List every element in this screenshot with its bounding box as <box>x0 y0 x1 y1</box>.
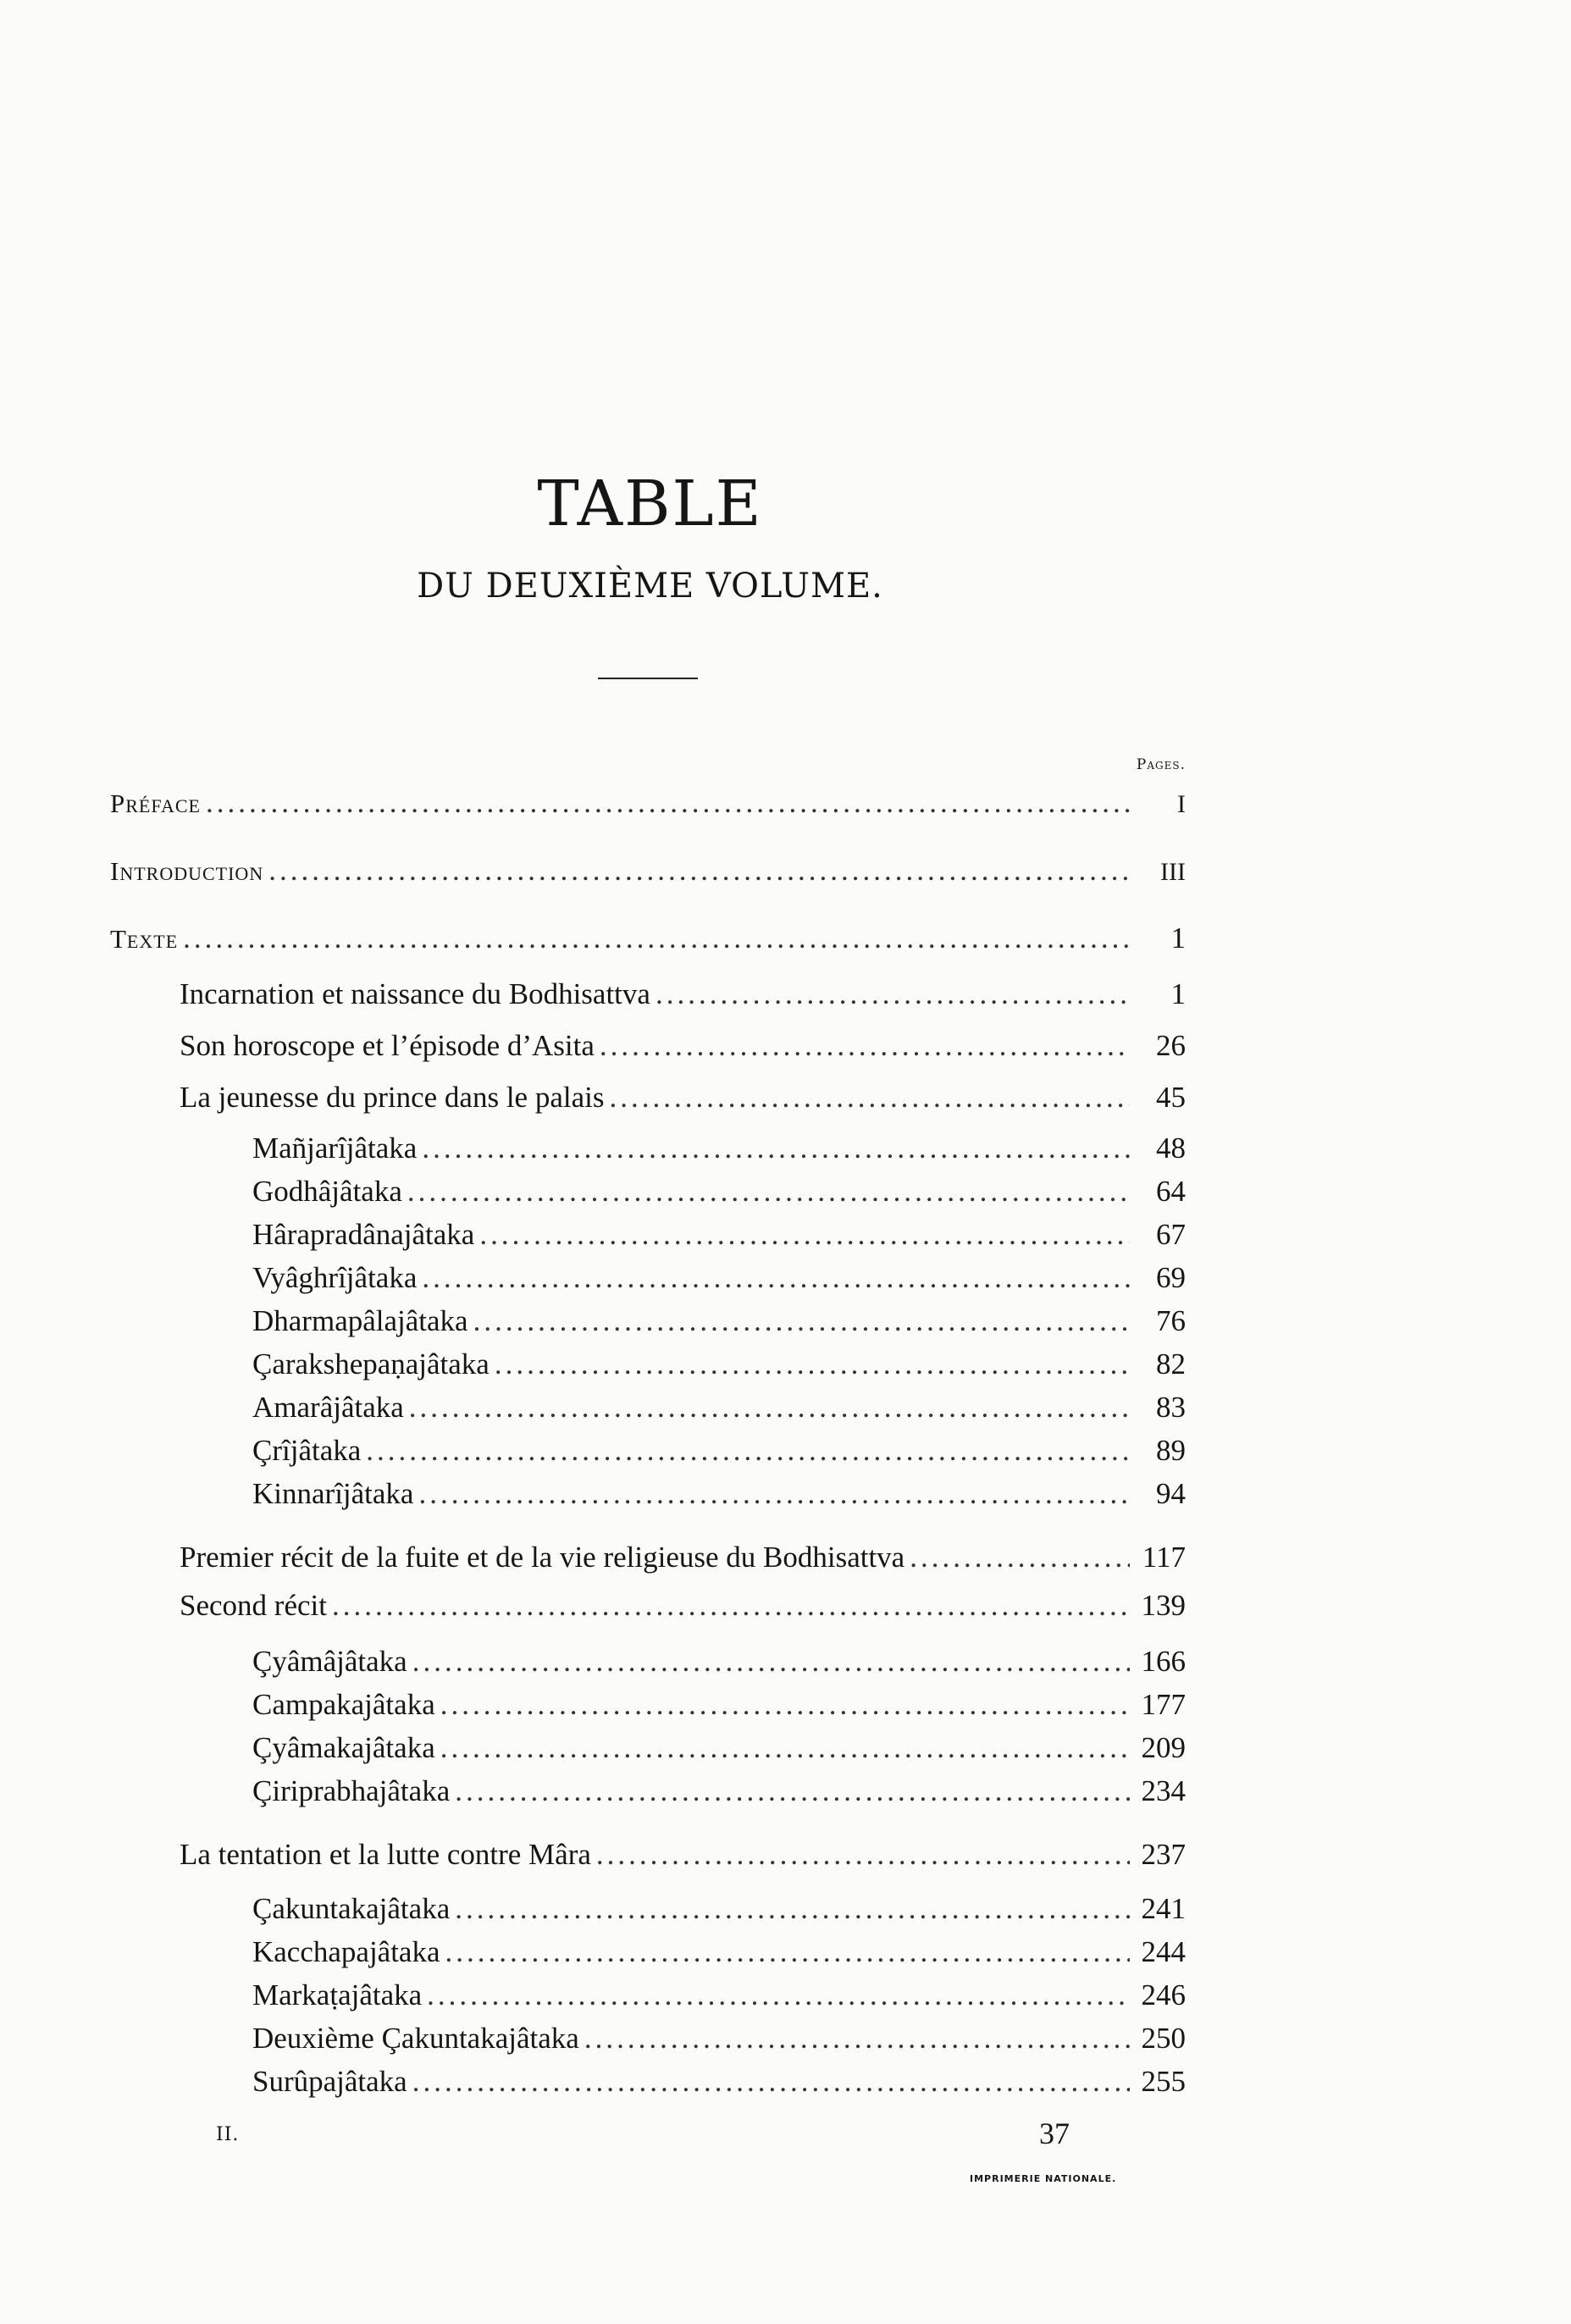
toc-entry-page: 76 <box>1156 1304 1186 1337</box>
leader-dots <box>418 1475 1130 1513</box>
leader-dots <box>412 1643 1130 1680</box>
toc-entry-page: 67 <box>1156 1218 1186 1251</box>
leader-dots <box>332 1587 1130 1624</box>
leader-dots <box>440 1686 1130 1724</box>
title-rule <box>598 678 698 679</box>
toc-entry-page: III <box>1160 858 1186 886</box>
toc-entry-label: Vyâghrîjâtaka <box>252 1261 418 1294</box>
toc-entry-page: 237 <box>1141 1838 1186 1871</box>
toc-entry-page: 244 <box>1141 1935 1186 1968</box>
toc-entry-label: La jeunesse du prince dans le palais <box>180 1081 605 1114</box>
toc-entry <box>252 2020 1186 2057</box>
toc-entry-label: Préface <box>110 788 201 818</box>
toc-entry-label: Premier récit de la fuite et de la vie religieuse du Bodhisattva <box>180 1541 905 1574</box>
sheet-number: 37 <box>1039 2116 1070 2150</box>
toc-entry <box>252 1977 1186 2014</box>
toc-entry-page: 209 <box>1141 1731 1186 1764</box>
signature-mark: II. <box>216 2124 240 2145</box>
toc-entry <box>252 1259 1186 1297</box>
page-subtitle: DU DEUXIÈME VOLUME. <box>417 567 883 606</box>
toc-entry <box>252 1303 1186 1340</box>
toc-entry-page: 117 <box>1142 1541 1186 1574</box>
toc-entry <box>252 1389 1186 1426</box>
toc-entry-page: 94 <box>1156 1477 1186 1510</box>
leader-dots <box>427 1977 1130 2014</box>
toc-entry-page: 64 <box>1156 1175 1186 1208</box>
toc-entry <box>252 1216 1186 1253</box>
leader-dots <box>422 1130 1130 1167</box>
leader-dots <box>495 1346 1130 1383</box>
toc-entry-label: Kinnarîjâtaka <box>252 1477 414 1510</box>
toc-entry-page: 255 <box>1141 2065 1186 2098</box>
toc-entry-label: Amarâjâtaka <box>252 1391 404 1424</box>
leader-dots <box>479 1216 1130 1253</box>
leader-dots <box>268 852 1130 889</box>
toc-entry-label: Hârapradânajâtaka <box>252 1218 475 1251</box>
toc-entry-label: Çyâmâjâtaka <box>252 1645 407 1678</box>
leader-dots <box>366 1432 1130 1469</box>
leader-dots <box>206 784 1130 822</box>
toc-entry-label: Son horoscope et l’épisode d’Asita <box>180 1029 595 1062</box>
toc-entry <box>252 1432 1186 1469</box>
leader-dots <box>455 1890 1130 1928</box>
toc-entry <box>252 1686 1186 1724</box>
leader-dots <box>445 1934 1130 1971</box>
leader-dots <box>609 1079 1130 1116</box>
toc-entry-page: 45 <box>1156 1081 1186 1114</box>
toc-entry <box>252 1934 1186 1971</box>
toc-entry <box>252 2063 1186 2100</box>
page-title: TABLE <box>537 468 763 540</box>
toc-entry-label: Texte <box>110 924 179 954</box>
toc-entry-label: Dharmapâlajâtaka <box>252 1304 468 1337</box>
toc-entry-label: Introduction <box>110 856 264 886</box>
leader-dots <box>473 1303 1130 1340</box>
toc-entry <box>252 1643 1186 1680</box>
toc-entry-page: 250 <box>1141 2022 1186 2055</box>
leader-dots <box>656 976 1130 1013</box>
toc-entry-label: Second récit <box>180 1589 327 1622</box>
toc-entry <box>252 1890 1186 1928</box>
toc-entry <box>180 1539 1186 1576</box>
toc-entry-label: Çrîjâtaka <box>252 1434 362 1467</box>
toc-entry <box>110 920 1186 958</box>
toc-entry-page: 89 <box>1156 1434 1186 1467</box>
leader-dots <box>412 2063 1130 2100</box>
toc-entry-page: 1 <box>1170 921 1186 955</box>
leader-dots <box>409 1389 1130 1426</box>
toc-entry-page: 241 <box>1141 1892 1186 1925</box>
leader-dots <box>183 920 1130 957</box>
toc-entry-page: 48 <box>1156 1132 1186 1165</box>
toc-entry-label: Campakajâtaka <box>252 1688 435 1721</box>
toc-entry-label: La tentation et la lutte contre Mâra <box>180 1838 591 1871</box>
toc-entry <box>180 1836 1186 1873</box>
leader-dots <box>600 1027 1130 1065</box>
toc-entry-label: Çarakshepaṇajâtaka <box>252 1347 490 1381</box>
toc-entry-label: Çyâmakajâtaka <box>252 1731 435 1764</box>
toc-entry-page: 26 <box>1156 1029 1186 1062</box>
toc-entry <box>252 1773 1186 1810</box>
leader-dots <box>596 1836 1130 1873</box>
toc-entry-label: Çakuntakajâtaka <box>252 1892 451 1925</box>
toc-entry-page: 82 <box>1156 1347 1186 1381</box>
toc-entry-label: Çiriprabhajâtaka <box>252 1774 451 1807</box>
toc-entry-page: I <box>1177 790 1186 818</box>
toc-entry-label: Deuxième Çakuntakajâtaka <box>252 2022 579 2055</box>
toc-entry-page: 139 <box>1141 1589 1186 1622</box>
toc-entry <box>252 1729 1186 1767</box>
toc-entry <box>180 1027 1186 1065</box>
toc-entry-label: Markaṭajâtaka <box>252 1978 423 2011</box>
toc-entry <box>252 1173 1186 1210</box>
toc-entry <box>180 1587 1186 1624</box>
toc-entry-page: 166 <box>1141 1645 1186 1678</box>
toc-entry <box>252 1130 1186 1167</box>
toc-entry <box>180 1079 1186 1116</box>
leader-dots <box>910 1539 1130 1576</box>
leader-dots <box>584 2020 1130 2057</box>
toc-entry <box>252 1475 1186 1513</box>
toc-entry-page: 246 <box>1141 1978 1186 2011</box>
toc-entry-label: Incarnation et naissance du Bodhisattva <box>180 977 650 1010</box>
toc-entry <box>180 976 1186 1013</box>
toc-entry-label: Kacchapajâtaka <box>252 1935 440 1968</box>
leader-dots <box>440 1729 1130 1767</box>
leader-dots <box>455 1773 1130 1810</box>
leader-dots <box>407 1173 1130 1210</box>
toc-entry-page: 69 <box>1156 1261 1186 1294</box>
toc-entry <box>110 784 1186 823</box>
toc-entry-page: 234 <box>1141 1774 1186 1807</box>
toc-entry-page: 177 <box>1141 1688 1186 1721</box>
leader-dots <box>422 1259 1130 1297</box>
toc-entry-label: Surûpajâtaka <box>252 2065 407 2098</box>
toc-entry-label: Godhâjâtaka <box>252 1175 402 1208</box>
pages-column-header: Pages. <box>1136 756 1186 773</box>
toc-entry-label: Mañjarîjâtaka <box>252 1132 418 1165</box>
toc-entry <box>252 1346 1186 1383</box>
toc-entry <box>110 852 1186 891</box>
toc-entry-page: 1 <box>1170 977 1186 1010</box>
printer-imprint: IMPRIMERIE NATIONALE. <box>970 2173 1117 2184</box>
toc-entry-page: 83 <box>1156 1391 1186 1424</box>
